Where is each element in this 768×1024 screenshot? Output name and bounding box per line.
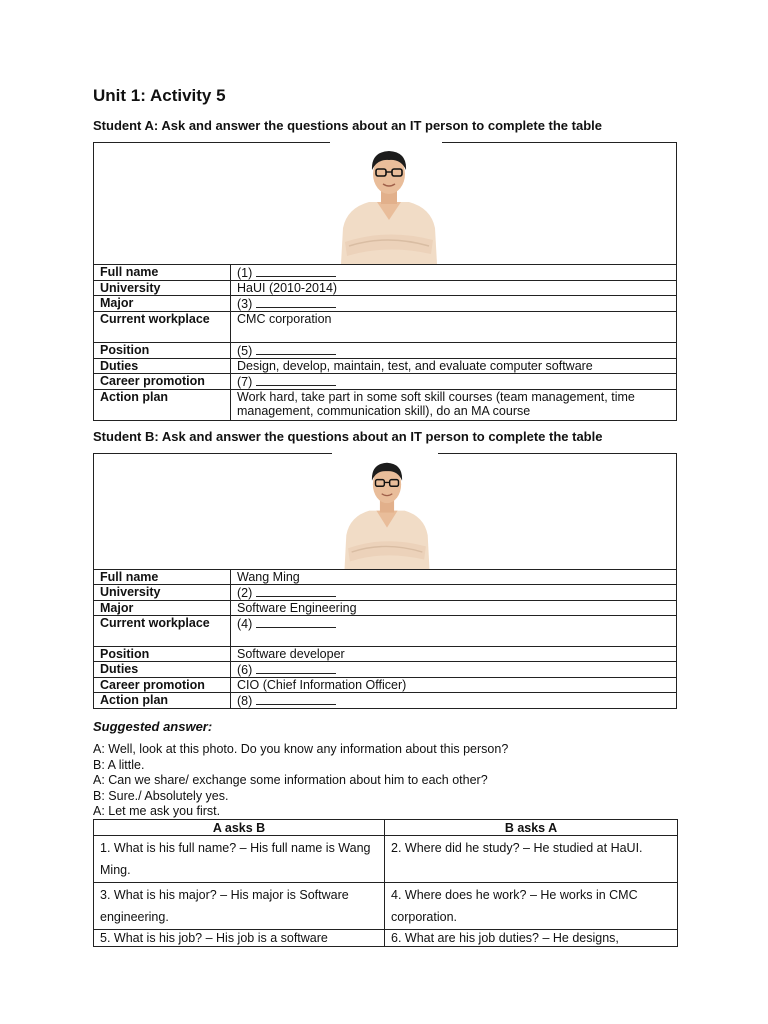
column-header-b-asks-a: B asks A	[385, 820, 678, 836]
label-position: Position	[94, 647, 231, 662]
it-person-photo-b	[341, 458, 433, 569]
label-university: University	[94, 585, 231, 601]
answers-table	[93, 819, 678, 947]
suggested-answer-heading: Suggested answer:	[93, 719, 213, 734]
answer-cell: 5. What is his job? – His job is a software	[94, 930, 385, 947]
value-career-promotion: CIO (Chief Information Officer)	[231, 678, 677, 693]
value-university: HaUI (2010-2014)	[231, 281, 677, 296]
value-current-workplace: CMC corporation	[231, 312, 677, 343]
dialog-line: B: Sure./ Absolutely yes.	[93, 788, 229, 803]
label-action-plan: Action plan	[94, 390, 231, 421]
label-university: University	[94, 281, 231, 296]
table-row	[94, 374, 676, 390]
table-row	[94, 836, 678, 883]
page-title: Unit 1: Activity 5	[93, 86, 226, 105]
table-row	[94, 930, 678, 947]
table-row	[94, 883, 678, 930]
table-row	[94, 678, 676, 693]
answer-cell: 6. What are his job duties? – He designs,	[385, 930, 678, 947]
label-career-promotion: Career promotion	[94, 374, 231, 390]
label-duties: Duties	[94, 359, 231, 374]
table-row	[94, 585, 676, 601]
table-row	[94, 647, 676, 662]
table-row	[94, 570, 676, 585]
field-duties[interactable]: (6)	[231, 662, 677, 678]
dialog-line: A: Let me ask you first.	[93, 804, 221, 818]
field-position[interactable]: (5)	[231, 343, 677, 359]
student-a-table	[93, 142, 677, 421]
table-row	[94, 296, 676, 312]
table-row	[94, 312, 676, 343]
dialog-line: A: Well, look at this photo. Do you know any information about this person?	[93, 742, 509, 756]
student-a-heading: Student A: Ask and answer the questions about an IT person to complete the table	[93, 118, 602, 133]
field-full-name[interactable]: (1)	[231, 265, 677, 281]
label-major: Major	[94, 296, 231, 312]
label-full-name: Full name	[94, 570, 231, 585]
label-current-workplace: Current workplace	[94, 616, 231, 647]
label-action-plan: Action plan	[94, 693, 231, 709]
dialog-line: A: Can we share/ exchange some information about him to each other?	[93, 773, 488, 787]
table-row	[94, 616, 676, 647]
label-duties: Duties	[94, 662, 231, 678]
dialog-line: B: A little.	[93, 757, 145, 772]
student-b-info-table	[94, 569, 676, 708]
label-position: Position	[94, 343, 231, 359]
value-position: Software developer	[231, 647, 677, 662]
field-action-plan[interactable]: (8)	[231, 693, 677, 709]
label-major: Major	[94, 601, 231, 616]
value-full-name: Wang Ming	[231, 570, 677, 585]
it-person-photo-a	[337, 146, 441, 264]
table-row	[94, 281, 676, 296]
field-current-workplace[interactable]: (4)	[231, 616, 677, 647]
table-row	[94, 343, 676, 359]
student-a-photo-area	[94, 143, 676, 264]
value-duties: Design, develop, maintain, test, and evaluate computer software	[231, 359, 677, 374]
table-row	[94, 662, 676, 678]
value-action-plan: Work hard, take part in some soft skill courses (team management, time management, communication skill), do an MA course	[231, 390, 677, 421]
dialog	[93, 742, 508, 820]
field-major[interactable]: (3)	[231, 296, 677, 312]
label-full-name: Full name	[94, 265, 231, 281]
value-major: Software Engineering	[231, 601, 677, 616]
answer-cell: 1. What is his full name? – His full name is Wang Ming.	[94, 836, 385, 883]
label-current-workplace: Current workplace	[94, 312, 231, 343]
field-career-promotion[interactable]: (7)	[231, 374, 677, 390]
field-university[interactable]: (2)	[231, 585, 677, 601]
answer-cell: 2. Where did he study? – He studied at HaUI.	[385, 836, 678, 883]
answer-cell: 4. Where does he work? – He works in CMC corporation.	[385, 883, 678, 930]
table-row	[94, 359, 676, 374]
student-b-heading: Student B: Ask and answer the questions about an IT person to complete the table	[93, 429, 603, 444]
table-header-row	[94, 820, 678, 836]
answer-cell: 3. What is his major? – His major is Software engineering.	[94, 883, 385, 930]
table-row	[94, 390, 676, 421]
table-row	[94, 693, 676, 709]
table-row	[94, 265, 676, 281]
student-b-table	[93, 453, 677, 709]
student-a-info-table	[94, 264, 676, 420]
student-b-photo-area	[94, 454, 676, 569]
label-career-promotion: Career promotion	[94, 678, 231, 693]
table-row	[94, 601, 676, 616]
column-header-a-asks-b: A asks B	[94, 820, 385, 836]
